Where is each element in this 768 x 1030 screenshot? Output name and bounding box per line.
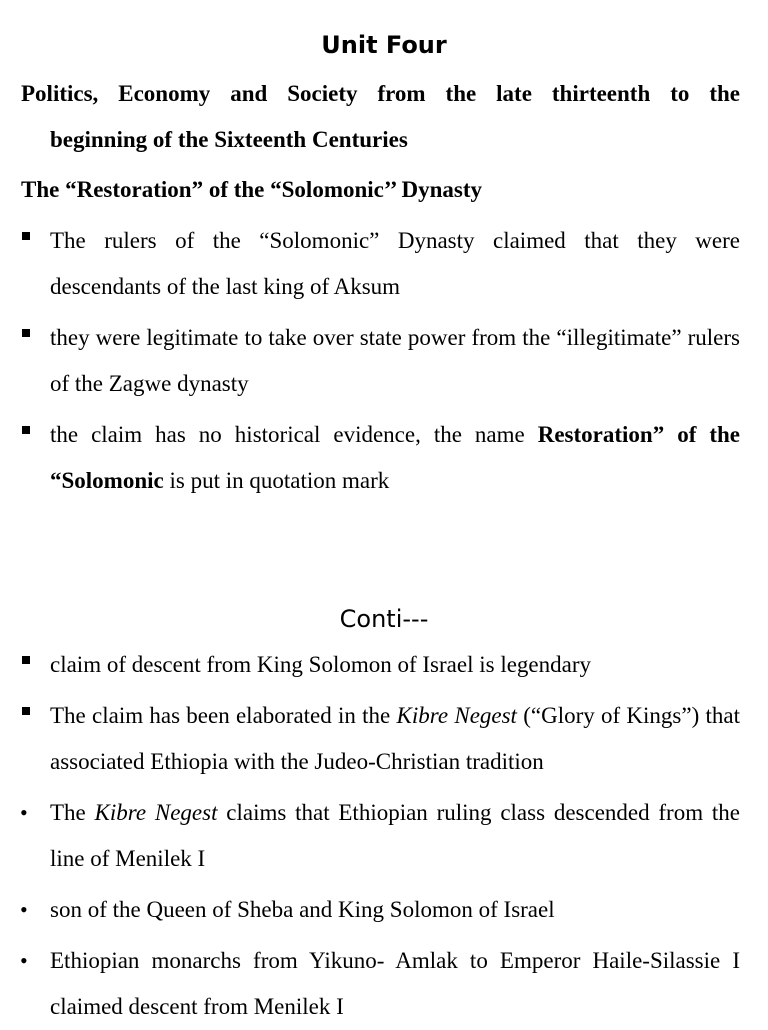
bullet-text: The rulers of the “Solomonic” Dynasty claimed that they were descendants of the last king of Aksum bbox=[50, 228, 740, 299]
square-bullet-icon bbox=[22, 426, 30, 434]
list-item bbox=[0, 642, 740, 688]
list-item bbox=[0, 938, 740, 1030]
bullet-text: they were legitimate to take over state power from the “illegitimate” rulers of the Zagwe dynasty bbox=[50, 325, 740, 396]
heading-line-1: Politics, Economy and Society from the late thirteenth to the bbox=[21, 81, 740, 106]
bullet-text: claim of descent from King Solomon of Israel is legendary bbox=[50, 652, 591, 677]
slide-conti bbox=[0, 595, 768, 1030]
bullet-list bbox=[0, 218, 768, 504]
dot-bullet-icon: • bbox=[20, 800, 28, 825]
bullet-italic: Kibre Negest bbox=[94, 800, 218, 825]
square-bullet-icon bbox=[22, 656, 30, 664]
list-item bbox=[0, 315, 740, 407]
bullet-bold-1: Restoration” of the bbox=[537, 422, 741, 447]
bullet-list bbox=[0, 642, 768, 1030]
bullet-text: son of the Queen of Sheba and King Solomon of Israel bbox=[50, 897, 555, 922]
bullet-text-post: claims that Ethiopian ruling class descended from the line of Menilek I bbox=[50, 800, 740, 871]
bullet-text-pre: The claim has been elaborated in the bbox=[50, 703, 397, 728]
dot-bullet-icon: • bbox=[20, 897, 28, 922]
list-item bbox=[0, 412, 740, 504]
list-item bbox=[0, 693, 740, 785]
list-item bbox=[0, 887, 740, 933]
bullet-text-post: (“Glory of Kings”) that associated Ethiopia with the Judeo-Christian tradition bbox=[50, 703, 741, 774]
heading-line-2: beginning of the Sixteenth Centuries bbox=[50, 127, 408, 152]
square-bullet-icon bbox=[22, 232, 30, 240]
square-bullet-icon bbox=[22, 707, 30, 715]
bullet-text: Ethiopian monarchs from Yikuno- Amlak to Emperor Haile-Silassie I claimed descent from Menilek I bbox=[50, 948, 740, 1019]
bullet-text-pre: the claim has no historical evidence, the name bbox=[50, 422, 538, 447]
bullet-bold-2: “Solomonic bbox=[50, 468, 164, 493]
bullet-text-post: is put in quotation mark bbox=[163, 468, 390, 493]
bullet-text-pre: The bbox=[50, 800, 95, 825]
slide-title: Conti--- bbox=[339, 605, 429, 633]
section-heading bbox=[21, 71, 740, 163]
list-item bbox=[0, 790, 740, 882]
slide-title: Unit Four bbox=[321, 31, 447, 59]
subheading: The “Restoration” of the “Solomonic’’ Dynasty bbox=[21, 177, 483, 202]
square-bullet-icon bbox=[22, 329, 30, 337]
bullet-italic: Kibre Negest bbox=[396, 703, 517, 728]
dot-bullet-icon: • bbox=[20, 948, 28, 973]
list-item bbox=[0, 218, 740, 310]
